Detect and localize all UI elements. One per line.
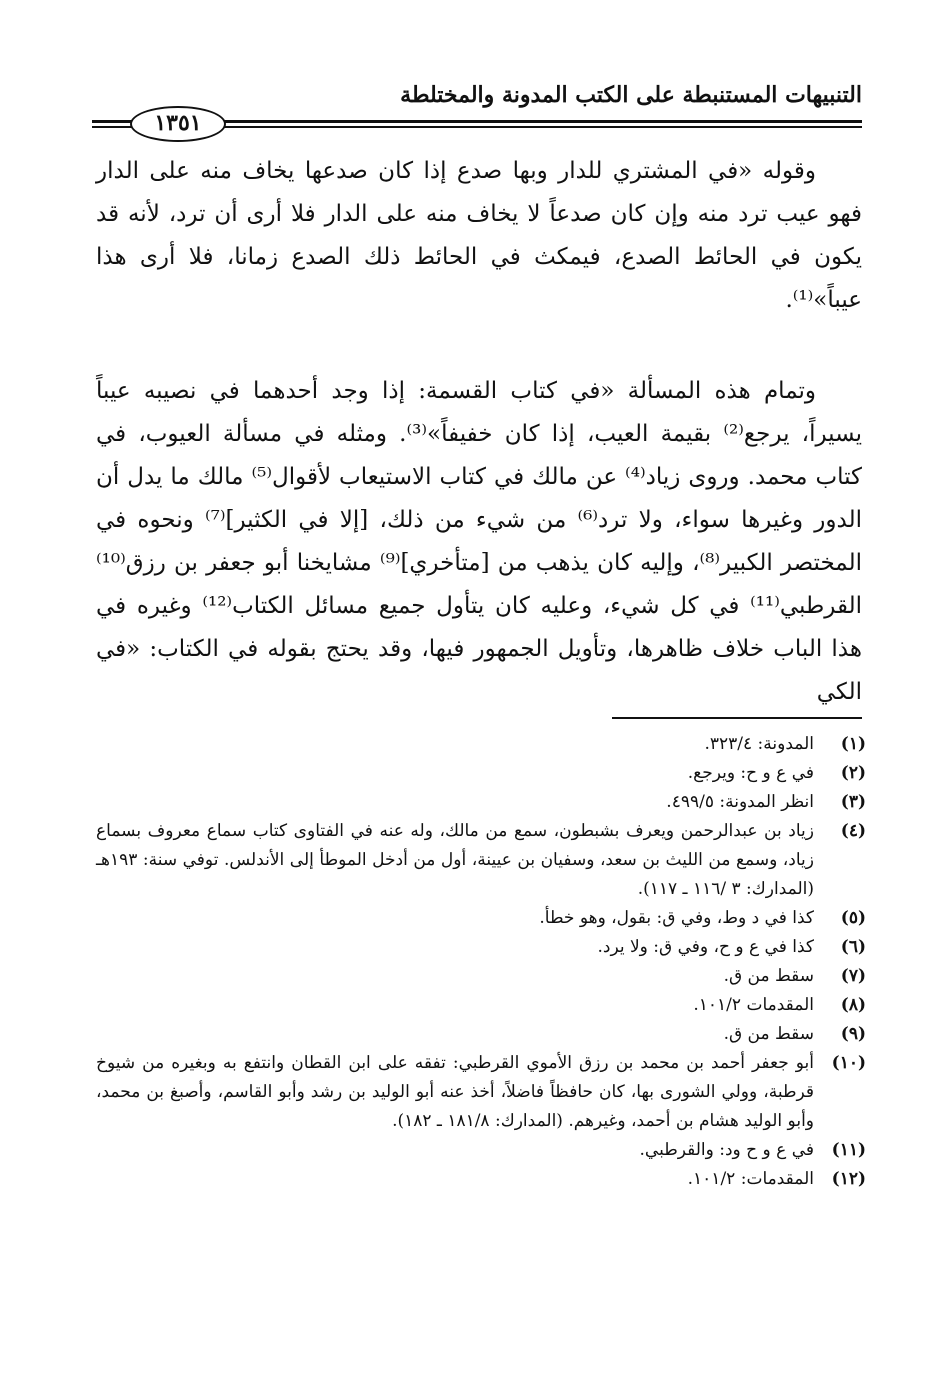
footnote-number: (٧) xyxy=(840,966,866,986)
paragraph: وقوله «في المشتري للدار وبها صدع إذا كان صدعها يخاف منه على الدار فهو عيب ترد منه وإن كان صدعاً لا يخاف منه على الدار فلا أرى أن ترد، لأنه قد يكون في الحائط الصدع، فيمكث في الحائط ذلك الصدع زمانا، فلا أرى هذا عيباً»⁽¹⁾. xyxy=(96,158,862,313)
footnote-text: المقدمات: ١٠١/٢. xyxy=(687,1169,814,1189)
paragraph: وتمام هذه المسألة «في كتاب القسمة: إذا وجد أحدهما في نصيبه عيباً يسيراً، يرجع⁽²⁾ بقيمة العيب، إذا كان خفيفاً»⁽³⁾. ومثله في مسألة العيوب، في كتاب محمد. وروى زياد⁽⁴⁾ عن مالك في كتاب الاستيعاب لأقوال⁽⁵⁾ مالك ما يدل أن الدور وغيرها سواء، ولا ترد⁽⁶⁾ من شيء من ذلك، [إلا في الكثير]⁽⁷⁾ ونحوه في المختصر الكبير⁽⁸⁾، وإليه كان يذهب من [متأخري]⁽⁹⁾ مشايخنا أبو جعفر بن رزق⁽¹⁰⁾ القرطبي⁽¹¹⁾ في كل شيء، وعليه كان يتأول جميع مسائل الكتاب⁽¹²⁾ وغيره في هذا الباب خلاف ظاهرها، وتأويل الجمهور فيها، وقد يحتج بقوله في الكتاب: «في الكي xyxy=(96,378,863,705)
footnote-number: (٣) xyxy=(840,792,866,812)
footnote-number: (٨) xyxy=(840,995,866,1015)
footnote-text: زياد بن عبدالرحمن ويعرف بشبطون، سمع من مالك، وله عنه في الفتاوى كتاب سماع معروف بسماع زياد، وسمع من الليث بن سعد، وسفيان بن عيينة، أول من أدخل الموطأ إلى الأندلس. توفي سنة: ١٩٣هـ (المدارك: ٣ /١١٦ ـ ١١٧). xyxy=(96,821,814,899)
footnote-text: كذا في ع و ح، وفي ق: ولا يرد. xyxy=(597,937,814,957)
footnote xyxy=(96,1049,866,1136)
page-header xyxy=(92,70,862,135)
footnote-text: أبو جعفر أحمد بن محمد بن رزق الأموي القرطبي: تفقه على ابن القطان وانتفع به وبغيره من شيوخ قرطبة، وولي الشورى بها، كان حافظاً فاضلاً، أخذ عنه أبو الوليد بن رشد وأبو القاسم، وأصبغ بن محمد، وأبو الوليد هشام بن أحمد، وغيرهم. (المدارك: ١٨١/٨ ـ ١٨٢). xyxy=(96,1053,814,1131)
footnote-text: المقدمات ١٠١/٢. xyxy=(693,995,814,1015)
footnote-number: (١٠) xyxy=(831,1053,866,1073)
footnote xyxy=(96,1165,866,1194)
footnote xyxy=(96,759,866,788)
footnote-number: (٤) xyxy=(840,821,866,841)
footnote-text: انظر المدونة: ٤٩٩/٥. xyxy=(666,792,814,812)
footnote xyxy=(96,904,866,933)
page-number: ١٣٥١ xyxy=(130,106,226,142)
footnote-text: سقط من ق. xyxy=(723,966,814,986)
footnote-number: (١٢) xyxy=(831,1169,866,1189)
footnote-number: (١) xyxy=(840,734,866,754)
footnote-number: (٢) xyxy=(840,763,866,783)
footnote xyxy=(96,991,866,1020)
footnote-text: كذا في د وط، وفي ق: بقول، وهو خطأ. xyxy=(539,908,814,928)
running-title: التنبيهات المستنبطة على الكتب المدونة والمختلطة xyxy=(400,82,862,108)
footnote-number: (٦) xyxy=(840,937,866,957)
footnote-text: في ع و ح ود: والقرطبي. xyxy=(639,1140,814,1160)
footnote-number: (٩) xyxy=(840,1024,866,1044)
footnotes xyxy=(96,730,866,1194)
footnote xyxy=(96,933,866,962)
footnote-number: (١١) xyxy=(831,1140,866,1160)
footnote xyxy=(96,730,866,759)
footnote xyxy=(96,962,866,991)
footnote-text: سقط من ق. xyxy=(723,1024,814,1044)
footnote-number: (٥) xyxy=(840,908,866,928)
footnote xyxy=(96,788,866,817)
footnote xyxy=(96,1020,866,1049)
footnote-text: المدونة: ٣٢٣/٤. xyxy=(704,734,814,754)
footnote xyxy=(96,1136,866,1165)
main-text xyxy=(96,150,862,714)
footnote-separator xyxy=(612,717,862,719)
footnote xyxy=(96,817,866,904)
footnote-text: في ع و ح: ويرجع. xyxy=(687,763,814,783)
